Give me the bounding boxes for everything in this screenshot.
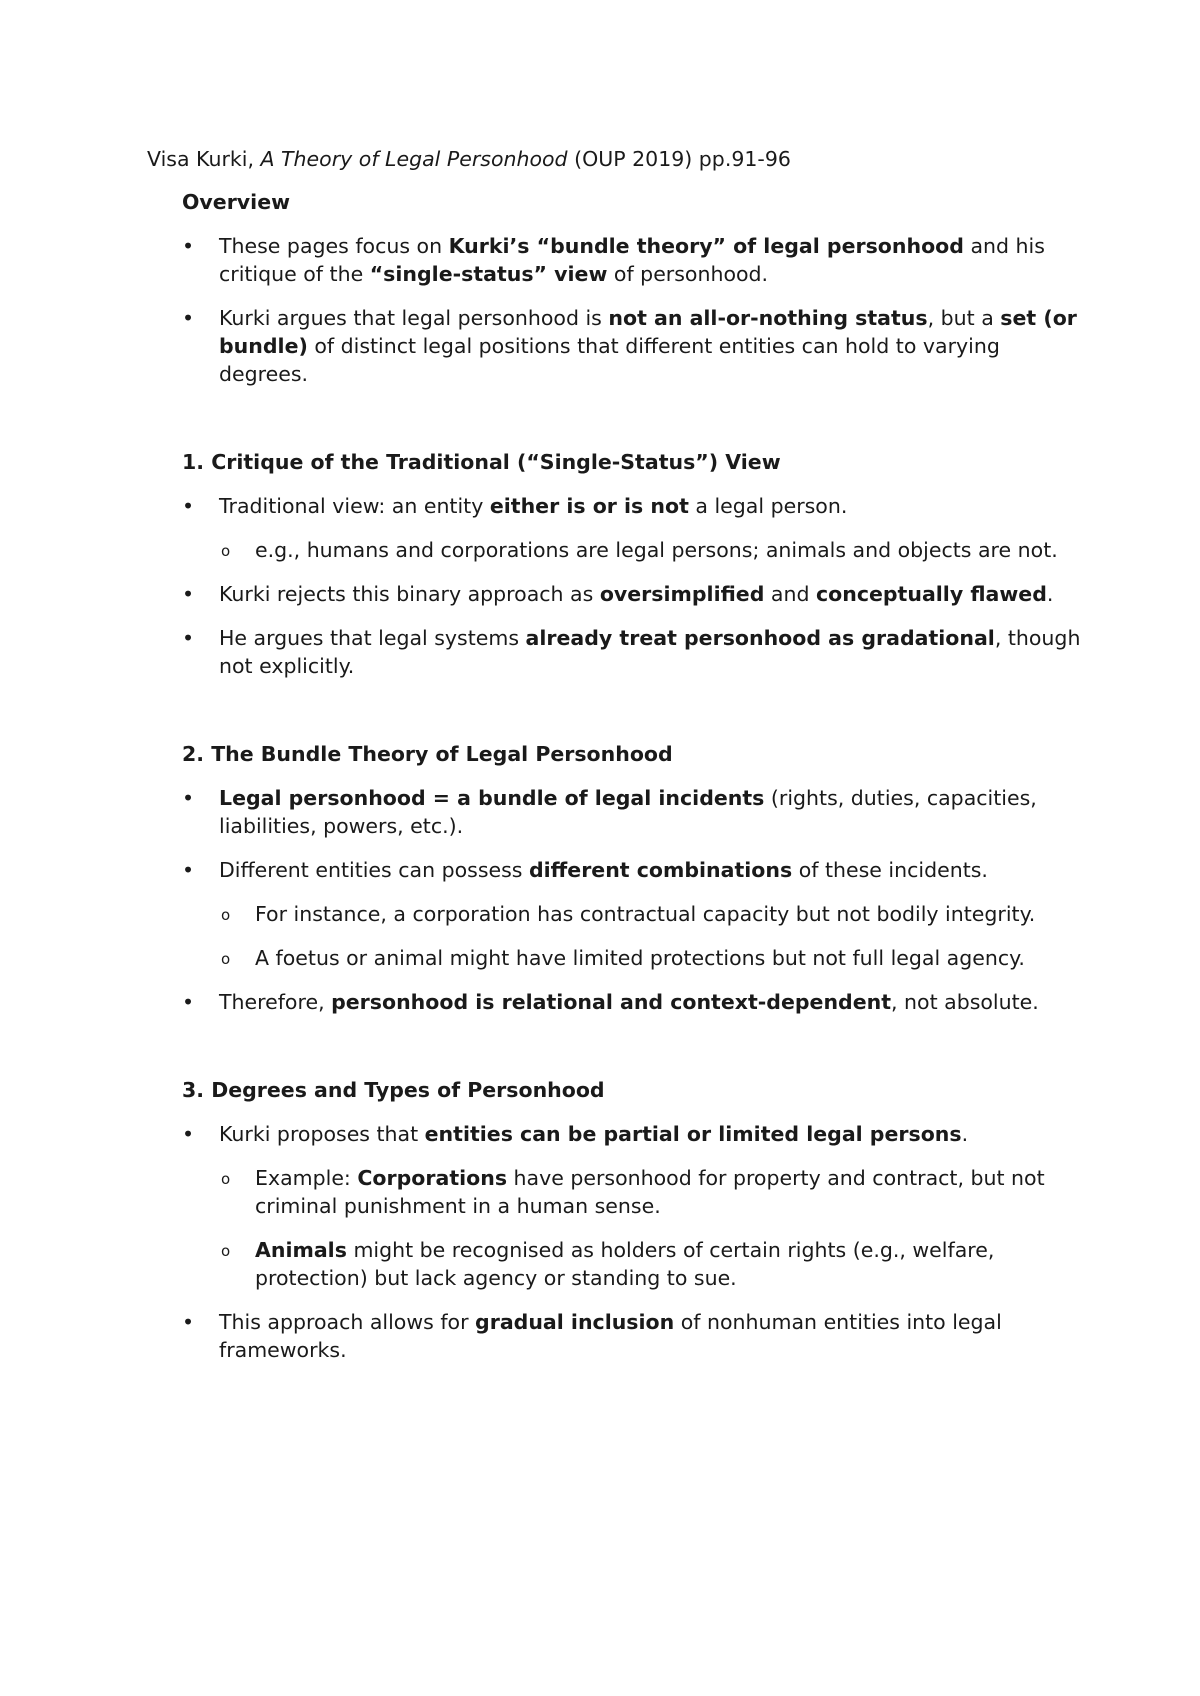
body-text: and <box>764 582 816 606</box>
sub-bullet-icon: o <box>221 1242 231 1260</box>
body-text: of these incidents. <box>792 858 988 882</box>
list-item-text <box>219 582 1053 606</box>
body-text: Therefore, <box>219 990 332 1014</box>
section-heading: 3. Degrees and Types of Personhood <box>182 1078 605 1102</box>
list-item-text <box>219 626 1080 678</box>
body-text: . <box>961 1122 969 1146</box>
sub-bullet-list <box>219 900 1082 972</box>
list-item-text <box>219 1310 1002 1362</box>
bold-text: oversimplified <box>599 582 765 606</box>
bold-text: different combinations <box>528 858 793 882</box>
sub-bullet-icon: o <box>221 906 231 924</box>
list-item-text <box>219 1122 968 1146</box>
document-content <box>182 188 1082 1380</box>
list-item <box>182 304 1082 388</box>
sub-list-item <box>182 1236 1082 1292</box>
list-item <box>182 624 1082 680</box>
bullet-icon: • <box>182 582 195 606</box>
body-text: of distinct legal positions that different entities can hold to varying degrees. <box>219 334 1000 386</box>
citation-author: Visa Kurki, <box>147 147 261 171</box>
bold-text: set (or bundle) <box>219 306 1077 358</box>
bullet-icon: • <box>182 306 195 330</box>
body-text: , though not explicitly. <box>219 626 1081 678</box>
bold-text: “single-status” view <box>369 262 608 286</box>
list-item <box>182 492 1082 564</box>
section-heading: 1. Critique of the Traditional (“Single-Status”) View <box>182 450 781 474</box>
list-item-text <box>219 306 1077 386</box>
sub-list-item-text <box>255 946 1025 970</box>
list-item <box>182 1308 1082 1364</box>
body-text: Traditional view: an entity <box>219 494 490 518</box>
list-item <box>182 580 1082 608</box>
bold-text: Animals <box>255 1238 347 1262</box>
body-text: Different entities can possess <box>219 858 529 882</box>
list-item-text <box>219 786 1037 838</box>
bold-text: Kurki’s “bundle theory” of legal personhood <box>448 234 964 258</box>
sub-bullet-icon: o <box>221 950 231 968</box>
bold-text: already treat personhood as gradational <box>525 626 995 650</box>
body-text: of personhood. <box>607 262 769 286</box>
sub-list-item <box>182 536 1082 564</box>
section-overview <box>182 188 1082 388</box>
body-text: , not absolute. <box>891 990 1039 1014</box>
sub-list-item-text <box>255 1166 1045 1218</box>
list-item <box>182 1120 1082 1292</box>
bold-text: not an all-or-nothing status <box>608 306 928 330</box>
bold-text: entities can be partial or limited legal persons <box>424 1122 962 1146</box>
bullet-list <box>182 1120 1082 1364</box>
list-item <box>182 856 1082 972</box>
bullet-list <box>182 784 1082 1016</box>
body-text: This approach allows for <box>219 1310 476 1334</box>
body-text: , but a <box>927 306 1001 330</box>
section-bundle-theory <box>182 740 1082 1016</box>
section-heading: Overview <box>182 190 291 214</box>
bold-text: conceptually flawed <box>815 582 1047 606</box>
bullet-icon: • <box>182 626 195 650</box>
list-item-text <box>219 858 988 882</box>
body-text: have personhood for property and contract, but not criminal punishment in a human sense. <box>255 1166 1045 1218</box>
section-critique <box>182 448 1082 680</box>
body-text: a legal person. <box>688 494 848 518</box>
body-text: For instance, a corporation has contractual capacity but not bodily integrity. <box>255 902 1036 926</box>
body-text: e.g., humans and corporations are legal persons; animals and objects are not. <box>255 538 1058 562</box>
sub-list-item <box>182 1164 1082 1220</box>
bullet-icon: • <box>182 786 195 810</box>
citation-book-title: A Theory of Legal Personhood <box>260 147 568 171</box>
bold-text: Corporations <box>357 1166 508 1190</box>
citation-line <box>147 145 1127 173</box>
bullet-list <box>182 232 1082 388</box>
body-text: of nonhuman entities into legal frameworks. <box>219 1310 1002 1362</box>
bullet-icon: • <box>182 990 195 1014</box>
sub-bullet-list <box>219 536 1082 564</box>
body-text: . <box>1046 582 1054 606</box>
bullet-icon: • <box>182 494 195 518</box>
list-item <box>182 988 1082 1016</box>
body-text: Kurki argues that legal personhood is <box>219 306 609 330</box>
sub-bullet-icon: o <box>221 1170 231 1188</box>
bullet-icon: • <box>182 1122 195 1146</box>
section-heading: 2. The Bundle Theory of Legal Personhood <box>182 742 673 766</box>
body-text: (rights, duties, capacities, liabilities, powers, etc.). <box>219 786 1037 838</box>
list-item-text <box>219 990 1039 1014</box>
body-text: These pages focus on <box>219 234 449 258</box>
body-text: A foetus or animal might have limited protections but not full legal agency. <box>255 946 1025 970</box>
body-text: Example: <box>255 1166 358 1190</box>
body-text: Kurki rejects this binary approach as <box>219 582 600 606</box>
bullet-list <box>182 492 1082 680</box>
sub-list-item-text <box>255 538 1058 562</box>
bullet-icon: • <box>182 858 195 882</box>
bullet-icon: • <box>182 1310 195 1334</box>
list-item <box>182 784 1082 840</box>
sub-list-item <box>182 900 1082 928</box>
list-item <box>182 232 1082 288</box>
bullet-icon: • <box>182 234 195 258</box>
bold-text: personhood is relational and context-dependent <box>331 990 892 1014</box>
bold-text: gradual inclusion <box>475 1310 675 1334</box>
bold-text: Legal personhood = a bundle of legal incidents <box>219 786 765 810</box>
bold-text: either is or is not <box>489 494 689 518</box>
section-degrees-types <box>182 1076 1082 1364</box>
sub-list-item-text <box>255 902 1035 926</box>
body-text: and his critique of the <box>219 234 1045 286</box>
sub-bullet-icon: o <box>221 542 231 560</box>
body-text: Kurki proposes that <box>219 1122 425 1146</box>
list-item-text <box>219 494 847 518</box>
body-text: might be recognised as holders of certain rights (e.g., welfare, protection) but lack agency or standing to sue. <box>255 1238 995 1290</box>
sub-list-item-text <box>255 1238 994 1290</box>
body-text: He argues that legal systems <box>219 626 526 650</box>
citation-details: (OUP 2019) pp.91-96 <box>567 147 791 171</box>
list-item-text <box>219 234 1045 286</box>
sub-bullet-list <box>219 1164 1082 1292</box>
sub-list-item <box>182 944 1082 972</box>
